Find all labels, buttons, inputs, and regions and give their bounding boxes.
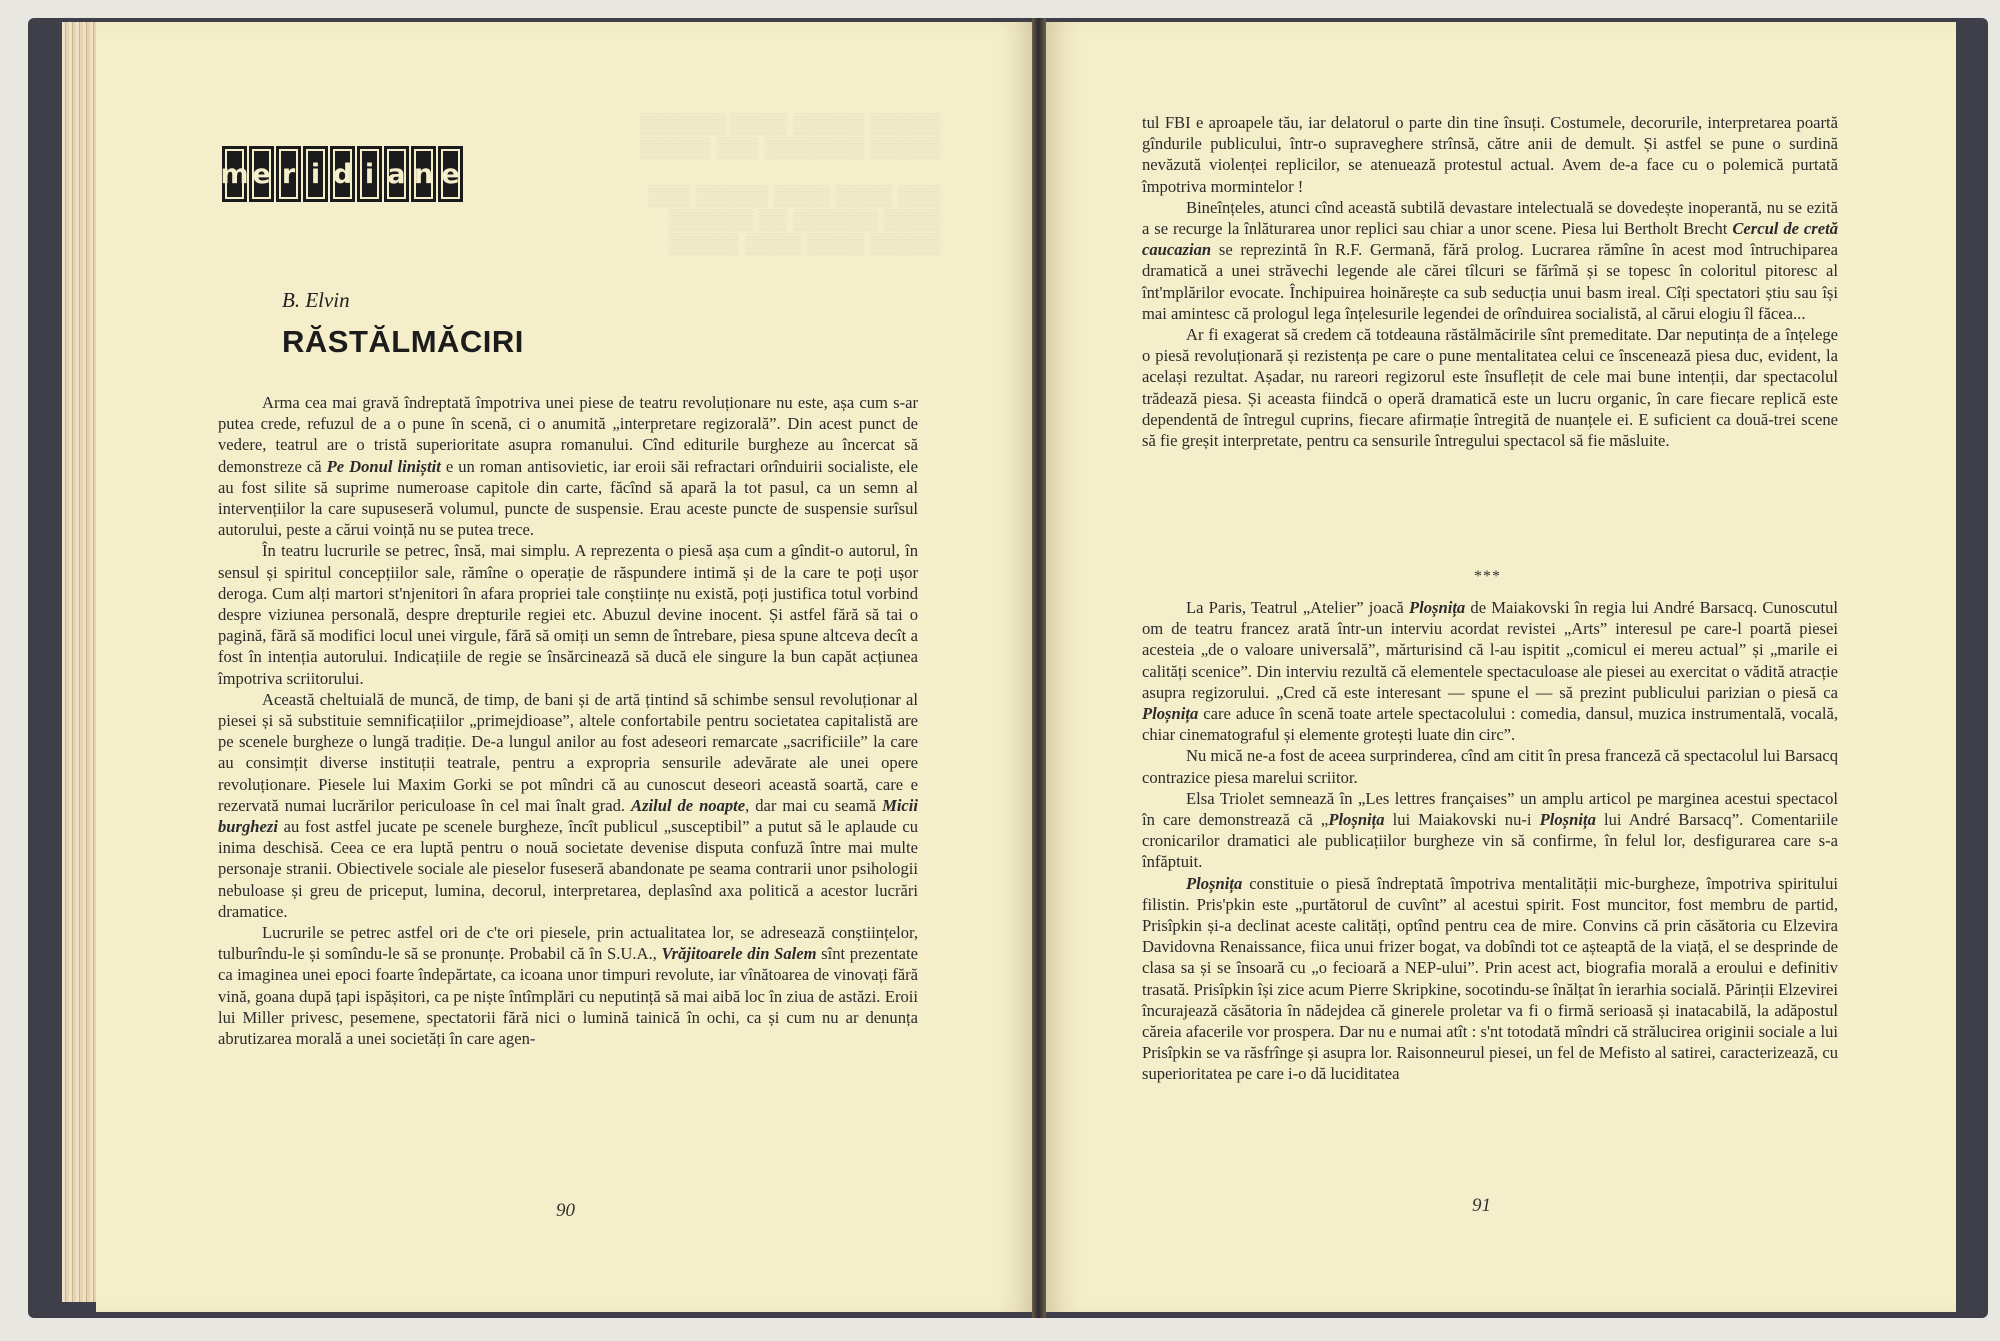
body-paragraph	[218, 689, 918, 922]
masthead-letter: d	[330, 146, 355, 202]
italic-title-run: Micii burghezi	[218, 795, 919, 837]
italic-title-run: Vrăjitoarele din Salem	[661, 944, 817, 964]
italic-title-run: Ploșnița	[1539, 810, 1596, 830]
text-run: tul FBI e aproapele tău, iar delatorul o parte din tine însuți. Costumele, decorurile, interpretarea poartă gîndurile publicului, într-o supraveghere strînsă, către anii de demult. Și astfel se pune o surdină nevăzută violenței replicilor, se atenuează protestul actual. Avem de-a face cu o polemică purtată împotriva mormintelor !	[1142, 113, 1838, 196]
text-run: constituie o piesă îndreptată împotriva mentalității mic-burgheze, împotriva spiritului filistin. Pris'pkin este „purtătorul de cuvînt” al acestui spirit. Fost muncitor, fost membru de partid, Prisîpkin și-a declinat aceste calități, optînd pentru cea de mire. Convins că prin căsătoria cu Elzevira Davidovna Renaissance, fiica unui frizer bogat, va dobîndi tot ce așteaptă de la viață, el se desprinde de clasa sa și se însoară cu „o fecioară a NEP-ului”. Prin acest act, biografia morală a eroului e definitiv trasată. Prisîpkin își zice acum Pierre Skripkine, socotindu-se înălțat în ierarhia socială. Părinții Elzevirei încurajează căsătoria în nădejdea că ginerele proletar va fi o firmă serioasă și inatacabilă, la adăpostul căreia afacerile vor prospera. Dar nu e numai atît : s'nt totodată mîndri că strălucirea originii sociale a lui Prisîpkin se va răsfrînge și asupra lor. Raisonneurul piesei, un fel de Mefisto al satirei, caracterizează, cu superioritatea pe care i-o dă luciditatea	[1142, 873, 1838, 1084]
masthead-letter: m	[222, 146, 247, 202]
body-paragraph	[218, 922, 918, 1049]
text-run: lui Maiakovski nu-i	[1384, 810, 1540, 830]
text-run: sînt prezentate ca imaginea unei epoci foarte îndepărtate, ca icoana unor timpuri revolute, iar vînătoarea de vinovați fără vină, goana după țapi ispășitori, ca pe niște întîmplări cu neputință să mai aibă loc în ziua de astăzi. Eroii lui Miller privesc, pesemene, spectatorii fără nici o lumină tainică în ochi, ca și cum nu ar denunța abrutizarea morală a unei societăți în care agen-	[218, 944, 918, 1049]
italic-title-run: Cercul de cretă caucazian	[1142, 219, 1839, 260]
text-run: Această cheltuială de muncă, de timp, de bani și de artă țintind să schimbe sensul revoluționar al piesei și să substituie semnificațiilor „primejdioase”, altele confortabile pentru societatea capitalistă are pe scenele burgheze o lungă tradiție. De-a lungul anilor au fost adeseori remarcate „sacrificiile” la care au consimțit diverse instituții teatrale, pentru a expropria sensurile adevărate ale unei opere revoluționare. Piesele lui Maxim Gorki se pot mîndri că au cunoscut deseori această soartă, care e rezervată numai lucrărilor periculoase în cel mai înalt grad.	[218, 689, 918, 815]
italic-title-run: Ploșnița	[1408, 598, 1466, 617]
text-run: , dar mai cu seamă	[745, 795, 883, 815]
page-number-right: 91	[1472, 1195, 1491, 1216]
italic-title-run: Ploșnița	[1186, 873, 1243, 893]
body-paragraph	[1142, 745, 1838, 787]
body-paragraph	[1142, 597, 1838, 745]
show-through-text: ▒▒▒▒▒ ▒▒▒▒▒ ▒▒▒▒ ▒▒▒▒▒▒ ▒▒▒▒▒ ▒▒▒▒▒▒▒ ▒▒▒ ▒▒▒▒▒ ▒▒▒ ▒▒▒▒ ▒▒▒▒ ▒▒▒▒▒ ▒▒▒ ▒▒▒▒ ▒▒▒▒▒▒ ▒▒ ▒▒▒▒▒▒ ▒▒▒▒▒ ▒▒▒▒ ▒▒▒▒ ▒▒▒▒▒	[639, 113, 940, 255]
text-run: de Maiakovski în regia lui André Barsacq. Cunoscutul om de teatru francez arată într-un interviu acordat revistei „Arts” interesul pe care-l poartă piesei acesteia „de o valoare universală”, mărturisind că l-au ispitit „comicul ei mereu actual” și „marile ei calități scenice”. Din interviu rezultă că elementele spectaculoase ale piesei au exercitat o vădită atracție asupra regizorului. „Cred că este interesant — spune el — să prezint publicului parizian o piesă ca	[1142, 598, 1838, 702]
masthead-letter: r	[276, 146, 301, 202]
body-paragraph	[1142, 197, 1838, 324]
masthead-letter: e	[249, 146, 274, 202]
article-author: B. Elvin	[282, 288, 350, 312]
body-paragraph	[218, 392, 918, 540]
body-paragraph	[1142, 324, 1838, 451]
text-run: e un roman antisovietic, iar eroii săi refractari orînduirii socialiste, ele au fost silite să suprime numeroase capitole din carte, făcînd să apară la tot pasul, ca un semn al intervențiilor la care supuseseră volumul, puncte de suspensie. Erau aceste puncte de suspensie surîsul autorului, peste a cărui voință nu se putea trece.	[218, 456, 919, 540]
text-run: Nu mică ne-a fost de aceea surprinderea, cînd am citit în presa franceză că spectacolul lui Barsacq contrazice piesa marelui scriitor.	[1142, 746, 1838, 787]
masthead-letter: a	[384, 146, 409, 202]
italic-title-run: Ploșnița	[1142, 704, 1199, 724]
section-masthead	[222, 146, 463, 202]
text-run: Bineînțeles, atunci cînd această subtilă devastare intelectuală se dovedește inoperantă, nu se ezită a se recurge la înlăturarea unor replici sau chiar a unor scene. Piesa lui Bertholt Brecht	[1142, 197, 1838, 239]
italic-title-run: Ploșnița	[1328, 810, 1385, 830]
body-paragraph	[1142, 788, 1838, 873]
text-run: Ar fi exagerat să credem că totdeauna răstălmăcirile sînt premeditate. Dar neputința de a înțelege o piesă revoluționară și rezistența pe care o pune mentalitatea celui ce înscenează piesa duc, evident, la același rezultat. Așadar, nu rareori regizorul este însuflețit de cele mai bune intenții, dar spectacolul trădează piesa. Și aceasta fiindcă o operă dramatică este un lucru organic, în care fiecare replică este dependentă de întregul cuprins, fiecare afirmație întregită de nuanțele ei. E suficient ca două-trei scene să fie greșit interpretate, pentru ca sensurile întregului spectacol să fie măsluite.	[1142, 325, 1838, 451]
masthead-letter: i	[303, 146, 328, 202]
body-paragraph	[218, 540, 918, 688]
text-run: Arma cea mai gravă îndreptată împotriva unei piese de teatru revoluționare nu este, așa cum s-ar putea crede, refuzul de a o pune în scenă, ci o anumită „interpretare regizorală”. Din acest punct de vedere, teatrul are o tristă superioritate asupra romanului. Cînd editurile burgheze au încercat să demonstreze că	[218, 393, 918, 476]
page-number-left: 90	[556, 1200, 575, 1221]
right-page-body-top	[1142, 112, 1838, 451]
masthead-letter: i	[357, 146, 382, 202]
italic-title-run: Azilul de noapte	[631, 795, 746, 815]
text-run: Elsa Triolet semnează în „Les lettres françaises” un amplu articol pe marginea acestui spectacol în care demonstrează că „	[1142, 788, 1838, 830]
text-run: La Paris, Teatrul „Atelier” joacă	[1186, 598, 1409, 617]
article-title: RĂSTĂLMĂCIRI	[282, 324, 524, 359]
masthead-letter: n	[411, 146, 436, 202]
text-run: se reprezintă în R.F. Germană, fără prolog. Lucrarea rămîne în acest mod întruchiparea dramatică a unei străvechi legende ale cărei tîlcuri se fărîmă și se topesc în coloritul pitoresc al înt'mplărilor evocate. Închipuirea hoinărește ca sub seducția unui basm ireal. Cîți spectatori știu sau își mai amintesc că prologul lega înțelesurile legendei de orînduirea socialistă, al cărui elogiu îl făcea...	[1142, 240, 1838, 323]
book-gutter	[1032, 18, 1046, 1318]
text-run: care aduce în scenă toate artele spectacolului : comedia, dansul, muzica instrumentală, vocală, chiar cinematograful și elemente grotești luate din circ”.	[1142, 704, 1838, 745]
text-run: Lucrurile se petrec astfel ori de c'te ori piesele, prin actualitatea lor, se adresează conștiințelor, tulburîndu-le și somîndu-le să se pronunțe. Probabil că în S.U.A.,	[218, 923, 918, 964]
body-paragraph	[1142, 112, 1838, 197]
body-paragraph	[1142, 873, 1838, 1085]
text-run: În teatru lucrurile se petrec, însă, mai simplu. A reprezenta o piesă așa cum a gîndit-o autorul, în sensul și spiritul concepțiilor sale, rămîne o operație de răspundere intimă și de la care te poți ușor deroga. Cum alți martori st'njenitori în afara propriei tale conștiințe nu există, poți justifica totul vorbind despre viziunea personală, despre drepturile regiei etc. Abuzul devine inocent. Și astfel fără să tai o pagină, fără să modifici locul unei virgule, fără să omiți un semn de întrebare, piesa spune altceva decît a fost în intenția autorului. Indicațiile de regie se însărcinează să ducă ele singure la bun capăt acțiunea împotriva scriitorului.	[218, 541, 918, 688]
right-page-body-bottom	[1142, 597, 1838, 1085]
italic-title-run: Pe Donul liniștit	[326, 456, 441, 476]
section-separator: ***	[1474, 568, 1501, 585]
text-run: au fost astfel jucate pe scenele burgheze, încît publicul „susceptibil” a putut să le aplaude cu inima deschisă. Ceea ce era luptă pentru o nouă societate devenise disputa confuză între mai multe personaje stranii. Obiectivele sociale ale pieselor fuseseră abandonate pe seama contrarii unor psihologii nebuloase și greu de priceput, lumina, decorul, interpretarea, deplasînd axa politică a acestor lucrări dramatice.	[218, 817, 918, 921]
masthead-letter: e	[438, 146, 463, 202]
left-page-body	[218, 392, 918, 1049]
text-run: lui André Barsacq”. Comentariile cronicarilor dramatici ale publicațiilor burgheze vin să confirme, în felul lor, desfigurarea care s-a înfăptuit.	[1142, 810, 1838, 872]
